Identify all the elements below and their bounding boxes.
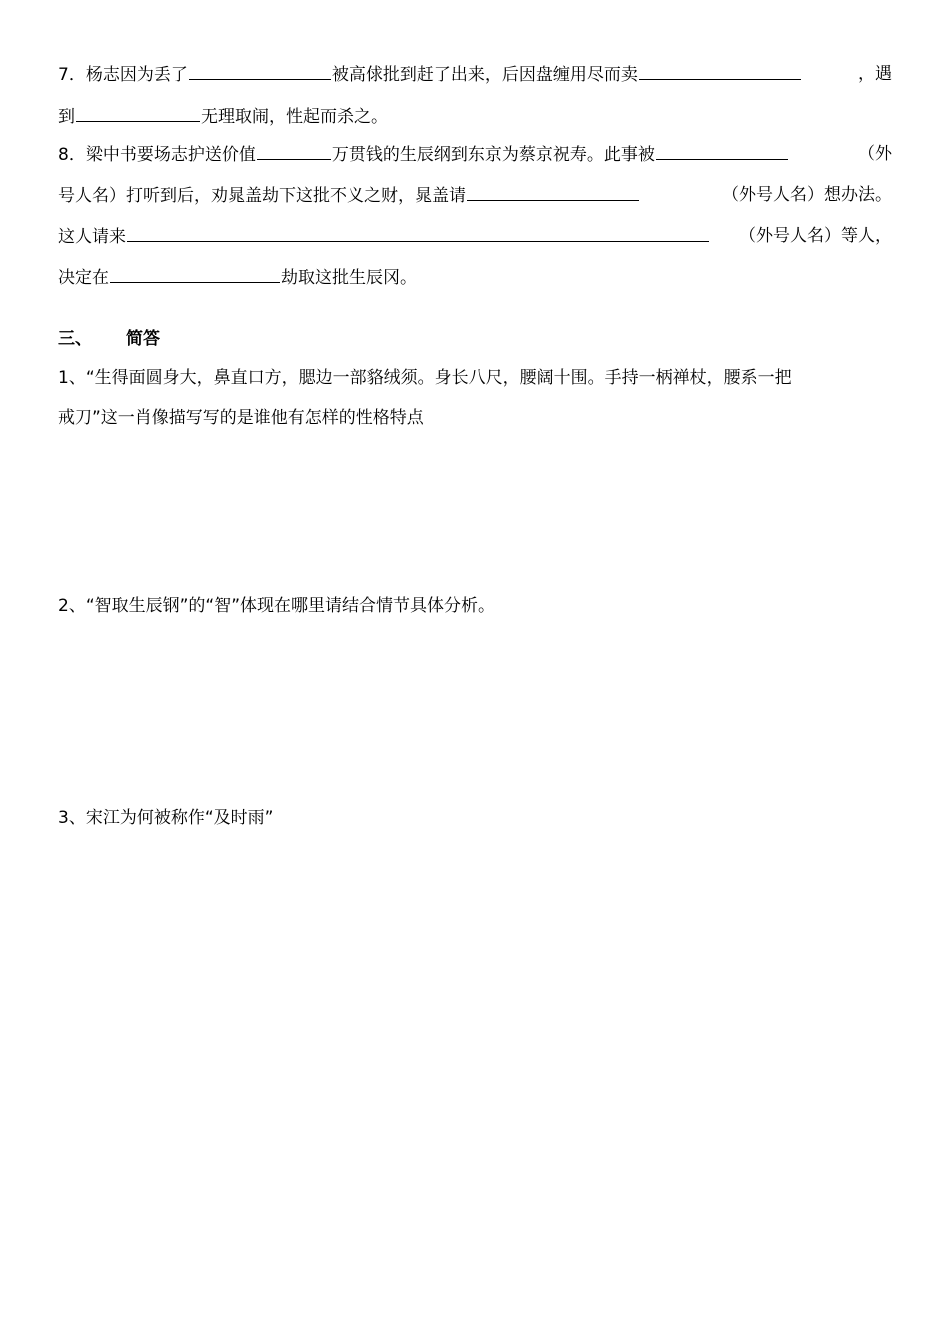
q8-text-part-7: （外号人名）等人， <box>739 226 892 246</box>
q8-blank-5[interactable] <box>110 265 280 283</box>
q8-blank-4[interactable] <box>127 224 709 242</box>
answer-q1-line-1: 1、“生得面圆身大，鼻直口方，腮边一部貉绒须。身长八尺，腰阔十围。手持一柄禅杖，腰系一把 <box>58 368 792 388</box>
q8-text-part-8: 决定在 <box>58 268 109 288</box>
q7-line-1 <box>58 62 892 87</box>
section-number: 三、 <box>58 329 92 349</box>
q7-text-part-2: 被高俅批到赶了出来，后因盘缠用尽而卖 <box>331 65 638 85</box>
q8-line-3 <box>58 224 892 249</box>
q7-text-part-4: 到 <box>58 107 75 127</box>
q8-line-2 <box>58 183 892 208</box>
q7-blank-2[interactable] <box>639 62 801 80</box>
q8-text-part-5: （外号人名）想办法。 <box>722 185 892 205</box>
q8-text-2 <box>58 183 640 208</box>
q7-text-part-5: 无理取闹，性起而杀之。 <box>201 107 388 127</box>
q8-text-part-2: 万贯钱的生辰纲到东京为蔡京祝寿。此事被 <box>331 145 655 165</box>
section-title: 简答 <box>126 329 160 349</box>
q7-text-part-1: 7．杨志因为丢了 <box>58 65 188 85</box>
q8-text-part-4: 号人名）打听到后，劝晁盖劫下这批不义之财，晁盖请 <box>58 186 466 206</box>
answer-q2: 2、“智取生辰钢”的“智”体现在哪里请结合情节具体分析。 <box>58 596 496 616</box>
q8-text-part-6: 这人请来 <box>58 227 126 247</box>
q8-text-part-3: （外 <box>858 144 892 164</box>
q7-text-part-3: ，遇 <box>858 64 892 84</box>
answer-q1-line-2: 戒刀”这一肖像描写写的是谁他有怎样的性格特点 <box>58 408 424 428</box>
answer-q3: 3、宋江为何被称作“及时雨” <box>58 808 274 828</box>
q8-text-part-9: 劫取这批生辰冈。 <box>281 268 417 288</box>
section-heading <box>58 327 160 351</box>
q8-blank-1[interactable] <box>257 142 331 160</box>
q7-text <box>58 62 802 87</box>
q8-blank-3[interactable] <box>467 183 639 201</box>
q8-text-part-1: 8．梁中书要场志护送价值 <box>58 145 256 165</box>
q8-text-3 <box>58 224 710 249</box>
q7-blank-1[interactable] <box>189 62 331 80</box>
q8-line-1 <box>58 142 892 167</box>
q7-line-2 <box>58 104 388 129</box>
q8-blank-2[interactable] <box>656 142 788 160</box>
q7-blank-3[interactable] <box>76 104 200 122</box>
q8-text <box>58 142 789 167</box>
q8-line-4 <box>58 265 417 290</box>
